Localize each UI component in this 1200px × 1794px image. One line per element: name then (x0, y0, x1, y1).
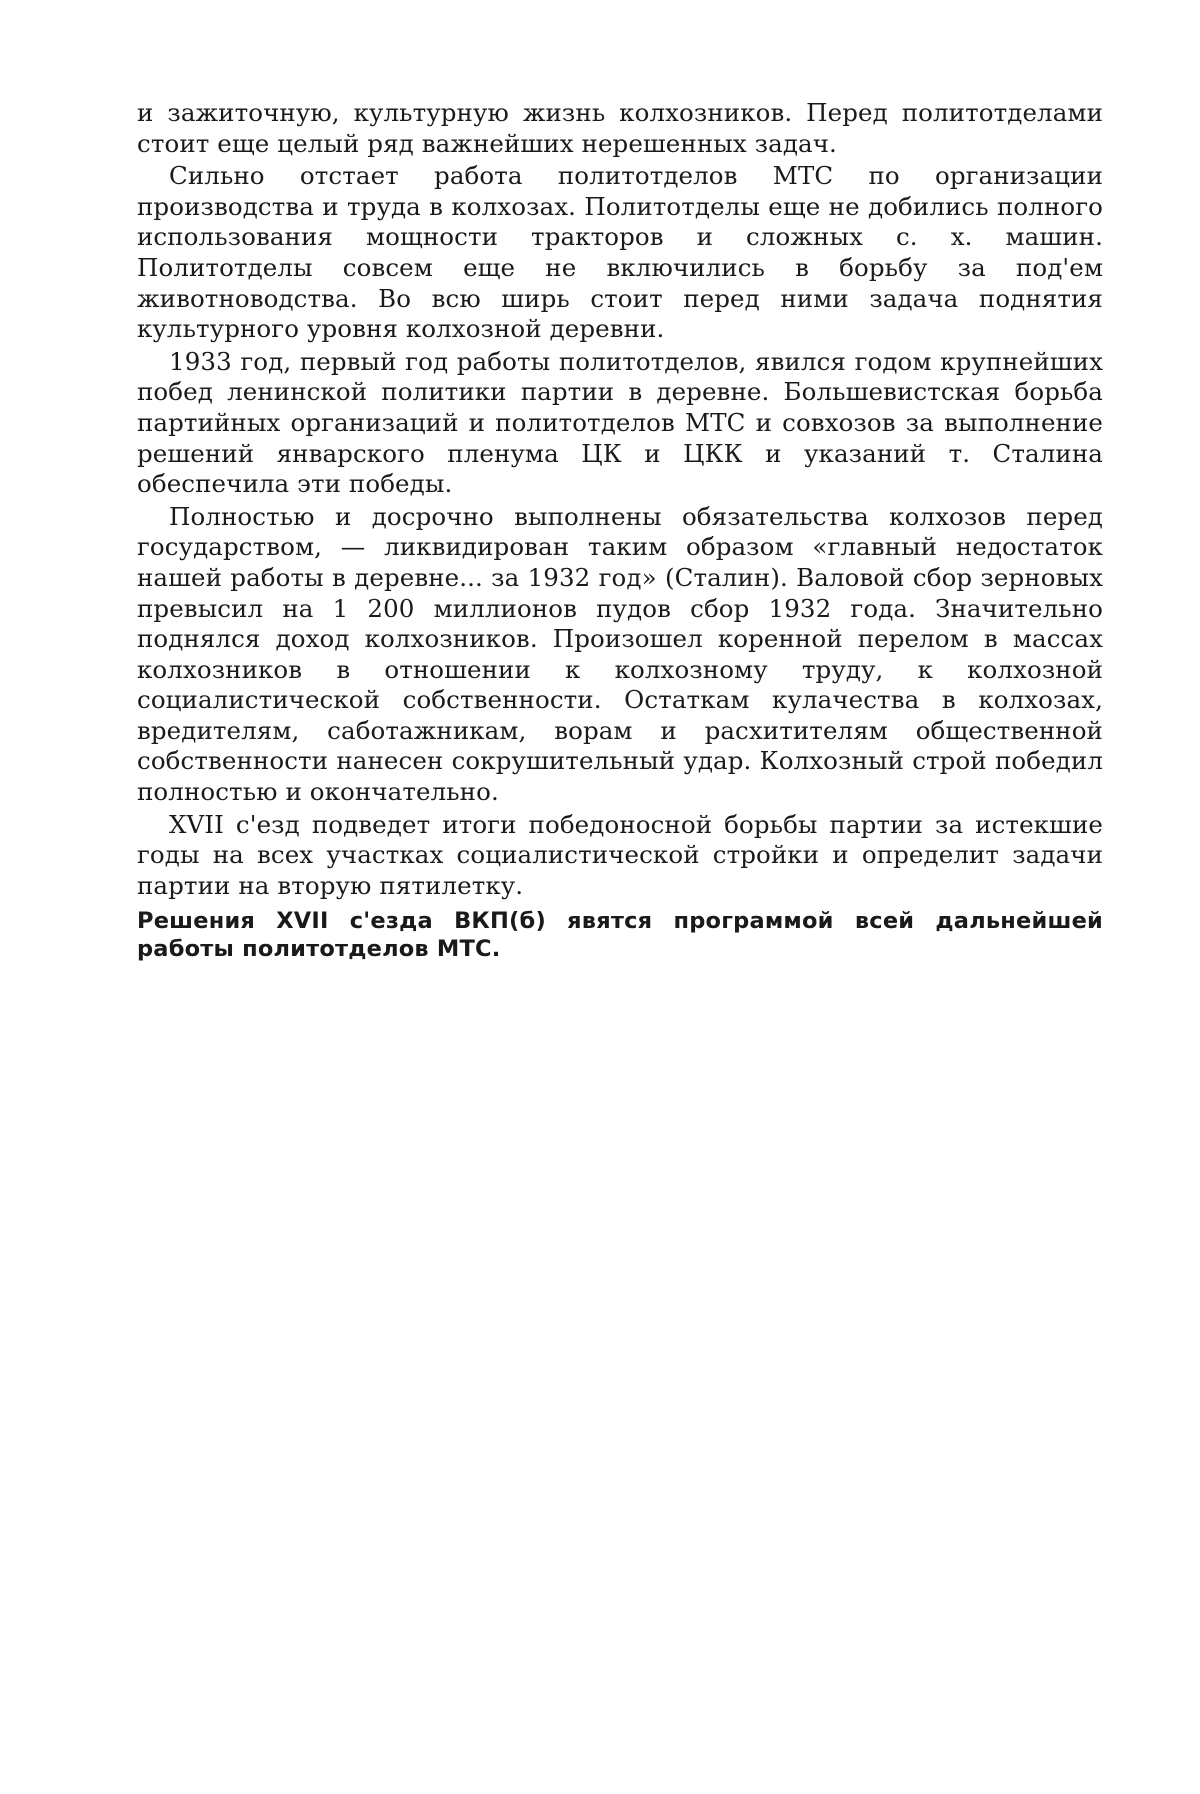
paragraph-3: 1933 год, первый год работы политотделов, явился годом крупнейших побед ленинской политики партии в деревне. Большевистская борьба партийных организаций и политотделов МТС и совхозов за выполнение решений январского пленума ЦК и ЦКК и указаний т. Сталина обеспечила эти победы. (137, 346, 1103, 499)
paragraph-2: Сильно отстает работа политотделов МТС по организации производства и труда в колхозах. Политотделы еще не добились полного использования мощности тракторов и сложных с. х. машин. Политотделы совсем еще не включились в борьбу за под'ем животноводства. Во всю ширь стоит перед ними задача поднятия культурного уровня колхозной деревни. (137, 161, 1103, 344)
paragraph-1: и зажиточную, культурную жизнь колхозников. Перед политотделами стоит еще целый ряд важнейших нерешенных задач. (137, 98, 1103, 158)
document-page (137, 98, 1103, 965)
paragraph-4: Полностью и досрочно выполнены обязательства колхозов перед государством, — ликвидирован таким образом «главный недостаток нашей работы в деревне... за 1932 год» (Сталин). Валовой сбор зерновых превысил на 1 200 миллионов пудов сбор 1932 года. Значительно поднялся доход колхозников. Произошел коренной перелом в массах колхозников в отношении к колхозному труду, к колхозной социалистической собственности. Остаткам кулачества в колхозах, вредителям, саботажникам, ворам и расхитителям общественной собственности нанесен сокрушительный удар. Колхозный строй победил полностью и окончательно. (137, 501, 1103, 807)
concluding-statement: Решения XVII с'езда ВКП(б) явятся программой всей дальнейшей работы политотделов МТС. (137, 908, 1103, 963)
paragraph-5: XVII с'езд подведет итоги победоносной борьбы партии за истекшие годы на всех участках социалистической стройки и определит задачи партии на вторую пятилетку. (137, 809, 1103, 900)
